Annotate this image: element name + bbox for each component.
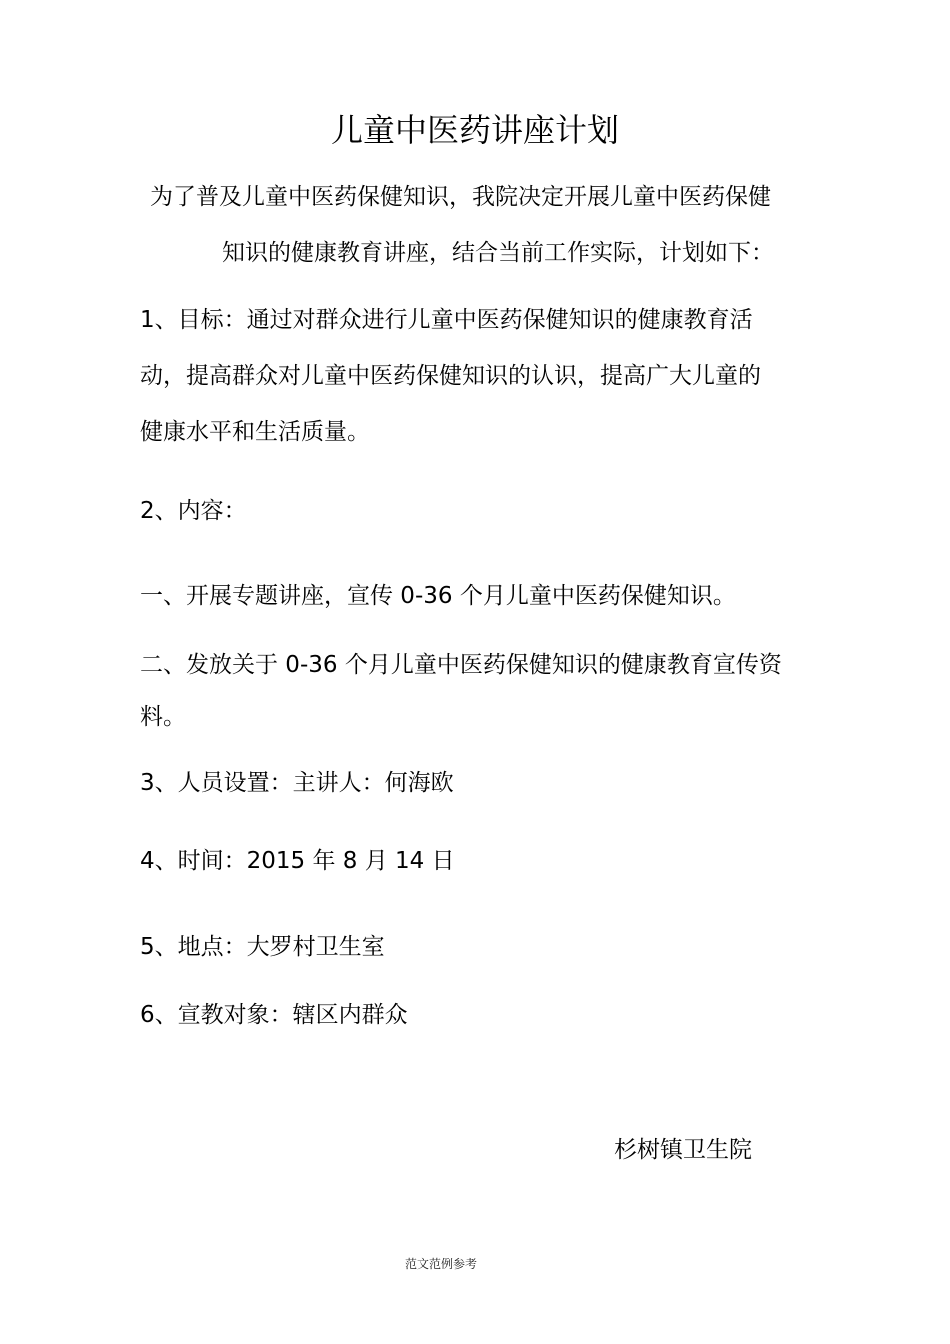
goal-line-2: 动，提高群众对儿童中医药保健知识的认识，提高广大儿童的 <box>140 363 761 389</box>
content-item-1: 一、开展专题讲座，宣传 0-36 个月儿童中医药保健知识。 <box>140 583 736 609</box>
content-item-2-line-2: 料。 <box>140 704 186 730</box>
document-title: 儿童中医药讲座计划 <box>330 111 619 149</box>
goal-line-1: 1、目标：通过对群众进行儿童中医药保健知识的健康教育活 <box>140 307 753 333</box>
audience-line: 6、宣教对象：辖区内群众 <box>140 1002 408 1028</box>
content-heading: 2、内容： <box>140 498 247 524</box>
staff-line: 3、人员设置：主讲人：何海欧 <box>140 770 454 796</box>
signature: 杉树镇卫生院 <box>614 1137 752 1163</box>
intro-line-1: 为了普及儿童中医药保健知识，我院决定开展儿童中医药保健 <box>150 184 771 210</box>
footer-note: 范文范例参考 <box>405 1257 478 1271</box>
location-line: 5、地点：大罗村卫生室 <box>140 934 385 960</box>
content-item-2-line-1: 二、发放关于 0-36 个月儿童中医药保健知识的健康教育宣传资 <box>140 652 782 678</box>
goal-line-3: 健康水平和生活质量。 <box>140 419 370 445</box>
intro-line-2: 知识的健康教育讲座，结合当前工作实际，计划如下： <box>222 240 774 266</box>
time-line: 4、时间：2015 年 8 月 14 日 <box>140 848 455 874</box>
